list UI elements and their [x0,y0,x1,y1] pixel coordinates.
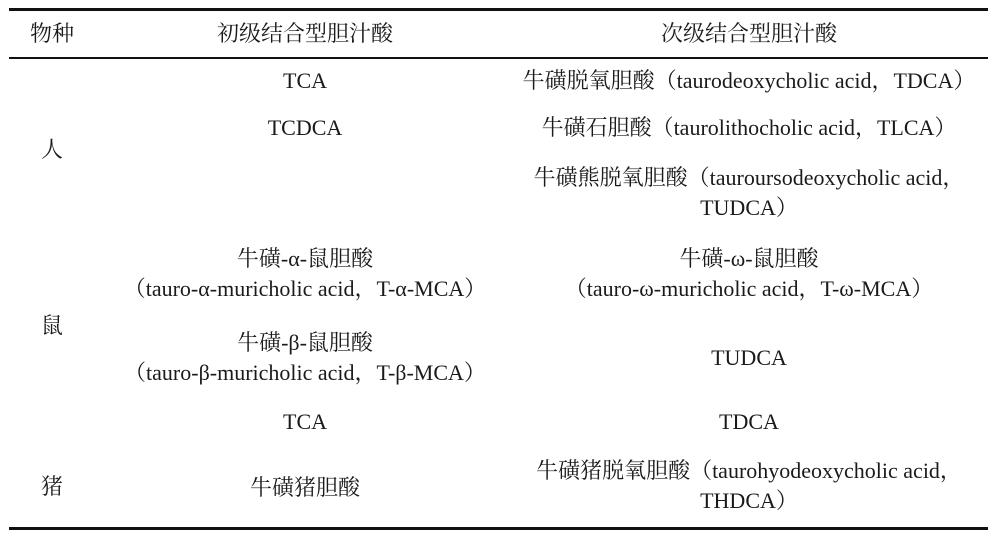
secondary-cell: TUDCA [711,345,787,370]
secondary-line: 牛磺熊脱氧胆酸（tauroursodeoxycholic acid， [533,165,965,190]
primary-cell [110,241,500,307]
primary-cell: TCA [283,68,327,93]
primary-line: 牛磺-β-鼠胆酸 [237,330,373,355]
primary-line: （tauro-β-muricholic acid，T-β-MCA） [124,360,486,385]
header-primary-conjugated: 初级结合型胆汁酸 [216,21,393,46]
secondary-line: （tauro-ω-muricholic acid，T-ω-MCA） [564,276,934,301]
table-top-rule [9,8,988,11]
header-species: 物种 [29,21,74,46]
secondary-line: THDCA） [700,488,798,513]
secondary-cell [510,160,988,226]
secondary-line: 牛磺猪脱氧胆酸（taurohyodeoxycholic acid， [536,458,962,483]
secondary-line: 牛磺-ω-鼠胆酸 [679,246,819,271]
primary-line: 牛磺-α-鼠胆酸 [236,246,374,271]
secondary-cell: TDCA [719,409,779,434]
primary-cell [110,325,500,391]
secondary-cell [510,453,988,519]
primary-line: （tauro-α-muricholic acid，T-α-MCA） [123,276,487,301]
primary-cell: TCDCA [267,115,343,140]
table-header-rule [9,57,988,59]
table-bottom-rule [9,527,988,530]
species-pig: 猪 [40,474,63,499]
secondary-line: TUDCA） [700,195,798,220]
secondary-cell: 牛磺石胆酸（taurolithocholic acid，TLCA） [541,115,957,140]
species-mouse: 鼠 [40,313,63,338]
primary-cell: TCA [283,409,327,434]
species-human: 人 [40,137,63,162]
secondary-cell [510,241,988,307]
header-secondary-conjugated: 次级结合型胆汁酸 [660,21,837,46]
primary-cell: 牛磺猪胆酸 [249,475,360,500]
secondary-cell: 牛磺脱氧胆酸（taurodeoxycholic acid，TDCA） [522,68,976,93]
